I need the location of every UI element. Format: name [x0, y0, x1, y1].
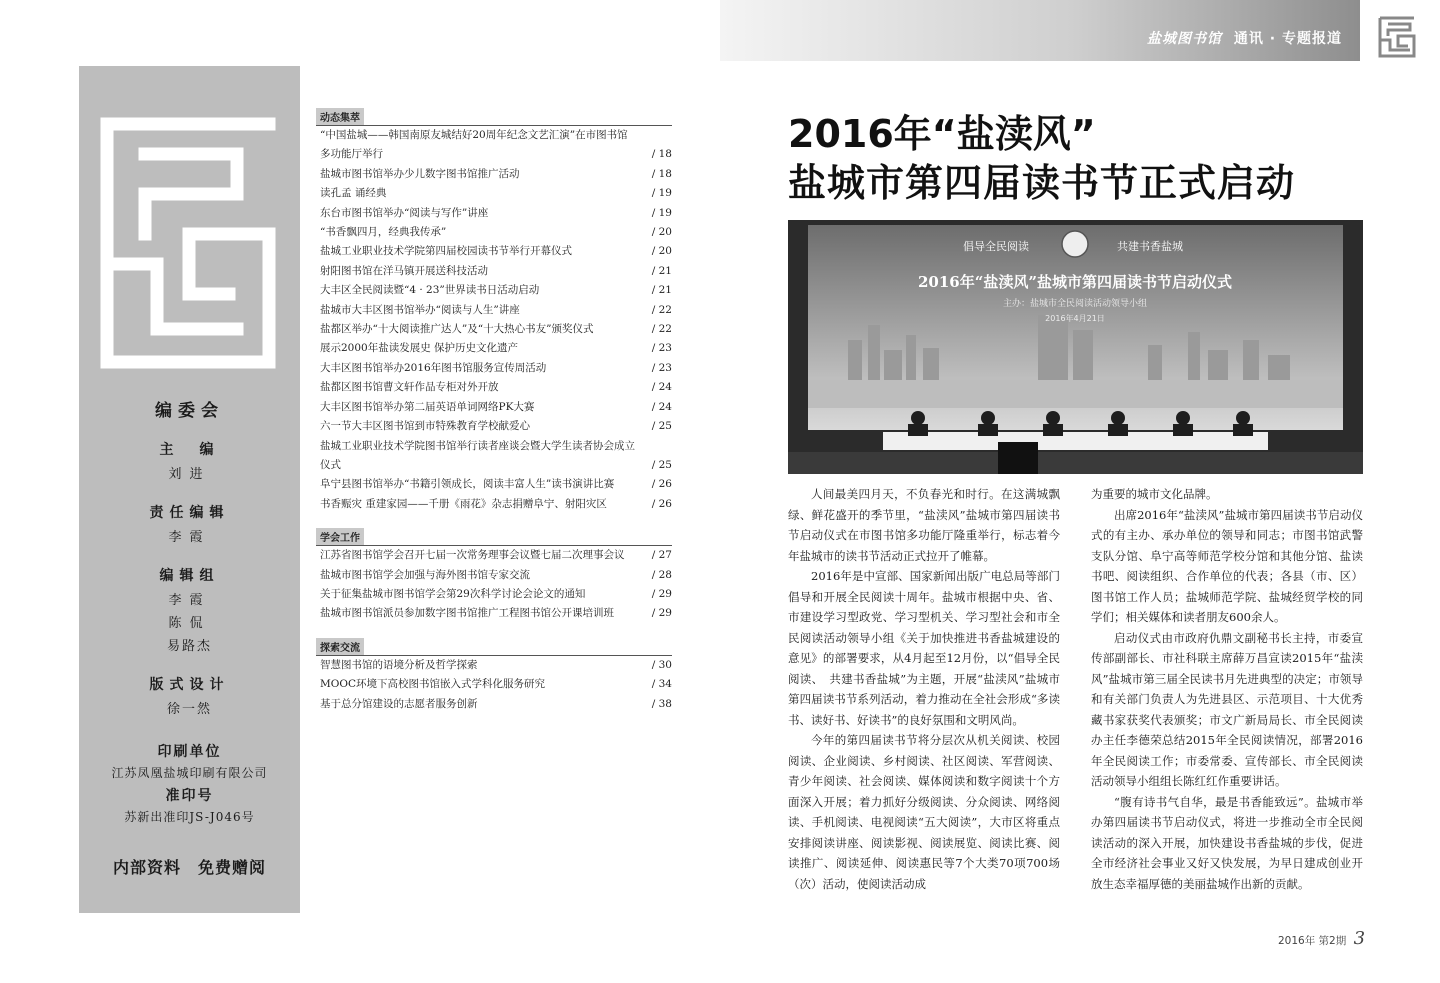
article-column-left — [788, 484, 1060, 894]
toc-entry-title: 大丰区图书馆举办第二届英语单词网络PK大赛 — [320, 400, 535, 413]
printer-name: 江苏凤凰盐城印刷有限公司 — [111, 766, 268, 780]
toc-entry-page: / 20 — [651, 226, 672, 239]
toc-entry-title: 大丰区全民阅读暨“4 · 23”世界读书日活动启动 — [320, 284, 540, 297]
responsible-editor-name: 李霞 — [168, 530, 211, 545]
article-paragraph: 人间最美四月天，不负春光和时行。在这满城飘绿、鲜花盛开的季节里，“盐渎风”盐城市第四届读书节启动仪式在市图书馆多功能厅隆重举行，标志着今年盐城市的读书节活动正式拉开了帷幕。 — [788, 487, 1060, 563]
permit-number: 苏新出准印JS-J046号 — [124, 810, 255, 824]
table-of-contents — [316, 108, 672, 728]
editorial-board — [79, 396, 300, 878]
printer-label: 印刷单位 — [157, 744, 222, 760]
free-distribution-note: 内部资料 免费赠阅 — [112, 858, 266, 877]
toc-entry-page: / 26 — [651, 497, 672, 510]
toc-entry-title: 读孔孟 诵经典 — [320, 187, 387, 200]
toc-entry-title: 多功能厅举行 — [320, 148, 383, 161]
toc-entry-page: / 28 — [651, 568, 672, 581]
toc-entry[interactable] — [316, 456, 672, 475]
toc-entry-title: 盐都区图书馆曹文轩作品专柜对外开放 — [320, 381, 499, 394]
toc-entry[interactable] — [316, 585, 672, 604]
toc-entry[interactable] — [316, 126, 672, 145]
toc-entry-page: / 29 — [651, 607, 672, 620]
issue-number: 2016年 第2期 — [1278, 935, 1347, 947]
toc-entry-title: 基于总分馆建设的志愿者服务创新 — [320, 697, 478, 710]
article-title-line2: 盐城市第四届读书节正式启动 — [788, 161, 1296, 205]
toc-entry-page: / 21 — [651, 264, 672, 277]
toc-entry[interactable] — [316, 359, 672, 378]
toc-entry-page: / 19 — [651, 187, 672, 200]
toc-entry[interactable] — [316, 262, 672, 281]
editors-label: 编辑组 — [159, 568, 220, 584]
toc-entry[interactable] — [316, 165, 672, 184]
stage-photo-image — [788, 220, 1363, 474]
toc-entry-title: 阜宁县图书馆举办“书籍引领成长，阅读丰富人生”读书演讲比赛 — [320, 478, 615, 491]
toc-entry-page: / 22 — [651, 323, 672, 336]
chief-editor-name: 刘进 — [168, 467, 211, 482]
editor-name: 陈侃 — [168, 616, 211, 631]
toc-entry-page: / 26 — [651, 478, 672, 491]
toc-entry[interactable] — [316, 378, 672, 397]
toc-entry[interactable] — [316, 204, 672, 223]
toc-entry-title: 射阳图书馆在洋马镇开展送科技活动 — [320, 264, 488, 277]
toc-entry-title: 江苏省图书馆学会召开七届一次常务理事会议暨七届二次理事会议 — [320, 549, 625, 562]
banner-slogan-left: 倡导全民阅读 — [963, 240, 1029, 253]
article-paragraph: 今年的第四届读书节将分层次从机关阅读、校园阅读、企业阅读、乡村阅读、社区阅读、军营阅读、青少年阅读、社会阅读、媒体阅读和数字阅读十个方面深入开展；着力抓好分级阅读、分众阅读、网络阅读、手机阅读、电视阅读“五大阅读”，大市区将重点安排阅读讲座、阅读影视、阅读展览、阅读比赛、阅读推广、阅读延伸、阅读惠民等7个大类70项700场（次）活动，使阅读活动成 — [788, 733, 1060, 891]
toc-entry[interactable] — [316, 695, 672, 714]
toc-entry[interactable] — [316, 604, 672, 623]
toc-entry[interactable] — [316, 475, 672, 494]
article-paragraph: 出席2016年“盐渎风”盐城市第四届读书节启动仪式的有主办、承办单位的领导和同志；市图书馆武警支队分馆、阜宁高等师范学校分馆和其他分馆、盐读书吧、阅读组织、合作单位的代表；各县（市、区）图书馆工作人员；盐城师范学院、盐城经贸学校的同学们；相关媒体和读者朋友600余人。 — [1091, 507, 1363, 624]
toc-entry-title: 仪式 — [320, 458, 341, 471]
toc-entry-page: / 21 — [651, 284, 672, 297]
toc-entry-page: / 34 — [651, 678, 672, 691]
library-logo-icon — [97, 114, 279, 372]
committee-title: 编委会 — [155, 401, 224, 421]
page-header — [720, 0, 1360, 61]
banner-slogan-right: 共建书香盐城 — [1117, 240, 1183, 253]
toc-entry-page: / 18 — [651, 167, 672, 180]
toc-entry-page: / 25 — [651, 420, 672, 433]
article-column-right — [1091, 484, 1363, 894]
toc-section — [316, 108, 672, 514]
toc-entry-page: / 20 — [651, 245, 672, 258]
toc-entry-page: / 23 — [651, 342, 672, 355]
toc-entry-title: 盐城工业职业技术学院图书馆举行读者座谈会暨大学生读者协会成立 — [320, 439, 635, 452]
toc-entry-title: 书香赈灾 重建家园——千册《雨花》杂志捐赠阜宁、射阳灾区 — [320, 497, 607, 510]
toc-entry-page: / 24 — [651, 381, 672, 394]
toc-entry[interactable] — [316, 675, 672, 694]
toc-entry[interactable] — [316, 301, 672, 320]
article-paragraph: “腹有诗书气自华，最是书香能致远”。盐城市举办第四届读书节启动仪式，将进一步推动全市全民阅读活动的深入开展，加快建设书香盐城的步伐，促进全市经济社会事业又好又快发展，为早日建成创业开放生态幸福厚德的美丽盐城作出新的贡献。 — [1091, 794, 1363, 891]
toc-section-tag: 学会工作 — [316, 528, 364, 545]
toc-entry[interactable] — [316, 339, 672, 358]
toc-section-tag: 探索交流 — [316, 638, 364, 655]
toc-entry-title: 六一节大丰区图书馆到市特殊教育学校献爱心 — [320, 420, 530, 433]
page-footer — [1278, 928, 1365, 949]
editorial-sidebar — [79, 66, 300, 913]
page-number: 3 — [1353, 928, 1366, 949]
toc-entry[interactable] — [316, 495, 672, 514]
toc-entry-title: “书香飘四月，经典我传承” — [320, 226, 447, 239]
toc-entry-title: 盐城工业职业技术学院第四届校园读书节举行开幕仪式 — [320, 245, 572, 258]
toc-entry-page: / 22 — [651, 303, 672, 316]
article-title — [788, 110, 1378, 208]
toc-entry[interactable] — [316, 437, 672, 456]
article-title-line1: 2016年“盐渎风” — [788, 112, 1096, 156]
toc-entry-page: / 30 — [651, 658, 672, 671]
toc-section-tag: 动态集萃 — [316, 108, 364, 125]
toc-entry-page: / 25 — [651, 458, 672, 471]
toc-section — [316, 528, 672, 624]
toc-entry-page: / 27 — [651, 549, 672, 562]
toc-entry[interactable] — [316, 320, 672, 339]
toc-entry-page: / 24 — [651, 400, 672, 413]
banner-title: 2016年“盐渎风”盐城市第四届读书节启动仪式 — [917, 273, 1233, 291]
toc-entry-title: 盐都区举办“十大阅读推广达人”及“十大热心书友”颁奖仪式 — [320, 323, 594, 336]
toc-entry[interactable] — [316, 281, 672, 300]
chief-editor-label: 主 编 — [159, 442, 220, 458]
toc-entry[interactable] — [316, 417, 672, 436]
article-paragraph: 2016年是中宣部、国家新闻出版广电总局等部门倡导和开展全民阅读十周年。盐城市根据中央、省、市建设学习型政党、学习型机关、学习型社会和市全民阅读活动领导小组《关于加快推进书香盐城建设的意见》的部署要求，从4月起至12月份，以“倡导全民阅读、 共建书香盐城”为主题，开展“盐渎风”盐城市第四届读书节系列活动，着力推动在全社会形成“多读书、读好书、好读书”的良好氛围和文明风尚。 — [788, 569, 1060, 727]
editor-name: 李霞 — [168, 593, 211, 608]
designer-name: 徐一然 — [166, 702, 212, 717]
header-logo-icon — [1366, 12, 1426, 60]
library-name: 盐城图书馆 — [1147, 31, 1223, 47]
toc-entry[interactable] — [316, 223, 672, 242]
toc-entry-page: / 18 — [651, 148, 672, 161]
toc-entry-title: 大丰区图书馆举办2016年图书馆服务宣传周活动 — [320, 361, 547, 374]
article-paragraph: 启动仪式由市政府仇鼎文副秘书长主持，市委宣传部副部长、市社科联主席薛万昌宣读2015年“盐渎风”盐城市第三届全民读书月先进典型的决定；市领导和有关部门负责人为先进县区、示范项目、十大优秀藏书家获奖代表颁奖；市文广新局局长、市全民阅读办主任李德荣总结2015年全民阅读情况，部署2016年全民阅读工作；市委常委、宣传部长、市全民阅读活动领导小组组长陈红红作重要讲话。 — [1091, 630, 1363, 788]
toc-entry-title: 东台市图书馆举办“阅读与写作”讲座 — [320, 206, 489, 219]
toc-entry[interactable] — [316, 145, 672, 164]
toc-entry[interactable] — [316, 398, 672, 417]
toc-entry[interactable] — [316, 566, 672, 585]
header-title — [1147, 28, 1342, 48]
toc-entry-page: / 38 — [651, 697, 672, 710]
toc-entry[interactable] — [316, 546, 672, 565]
toc-entry[interactable] — [316, 656, 672, 675]
event-photo — [788, 220, 1363, 474]
permit-label: 准印号 — [165, 788, 214, 804]
toc-entry-title: 盐城市图书馆举办少儿数字图书馆推广活动 — [320, 167, 520, 180]
toc-entry-page: / 29 — [651, 587, 672, 600]
toc-entry[interactable] — [316, 242, 672, 261]
banner-date: 2016年4月21日 — [1045, 314, 1105, 323]
responsible-editor-label: 责任编辑 — [149, 505, 230, 521]
toc-entry-page: / 23 — [651, 361, 672, 374]
toc-entry-title: 盐城市图书馆学会加强与海外图书馆专家交流 — [320, 568, 530, 581]
section-name: 通讯 · 专题报道 — [1233, 31, 1342, 47]
toc-entry-title: MOOC环境下高校图书馆嵌入式学科化服务研究 — [320, 678, 546, 691]
banner-host: 主办：盐城市全民阅读活动领导小组 — [1002, 299, 1148, 309]
toc-entry-title: 展示2000年盐读发展史 保护历史文化遗产 — [320, 342, 519, 355]
toc-entry-title: “中国盐城——韩国南原友城结好20周年纪念文艺汇演”在市图书馆 — [320, 129, 628, 141]
editor-name: 易路杰 — [166, 639, 212, 654]
toc-entry-title: 盐城市图书馆派员参加数字图书馆推广工程图书馆公开课培训班 — [320, 607, 614, 620]
article-paragraph: 为重要的城市文化品牌。 — [1091, 487, 1218, 501]
toc-entry-title: 关于征集盐城市图书馆学会第29次科学讨论会论文的通知 — [320, 587, 586, 600]
designer-label: 版式设计 — [149, 677, 230, 693]
toc-entry[interactable] — [316, 184, 672, 203]
toc-section — [316, 638, 672, 714]
toc-entry-title: 智慧图书馆的语境分析及哲学探索 — [320, 658, 478, 671]
toc-entry-title: 盐城市大丰区图书馆举办“阅读与人生”讲座 — [320, 303, 520, 316]
toc-entry-page: / 19 — [651, 206, 672, 219]
